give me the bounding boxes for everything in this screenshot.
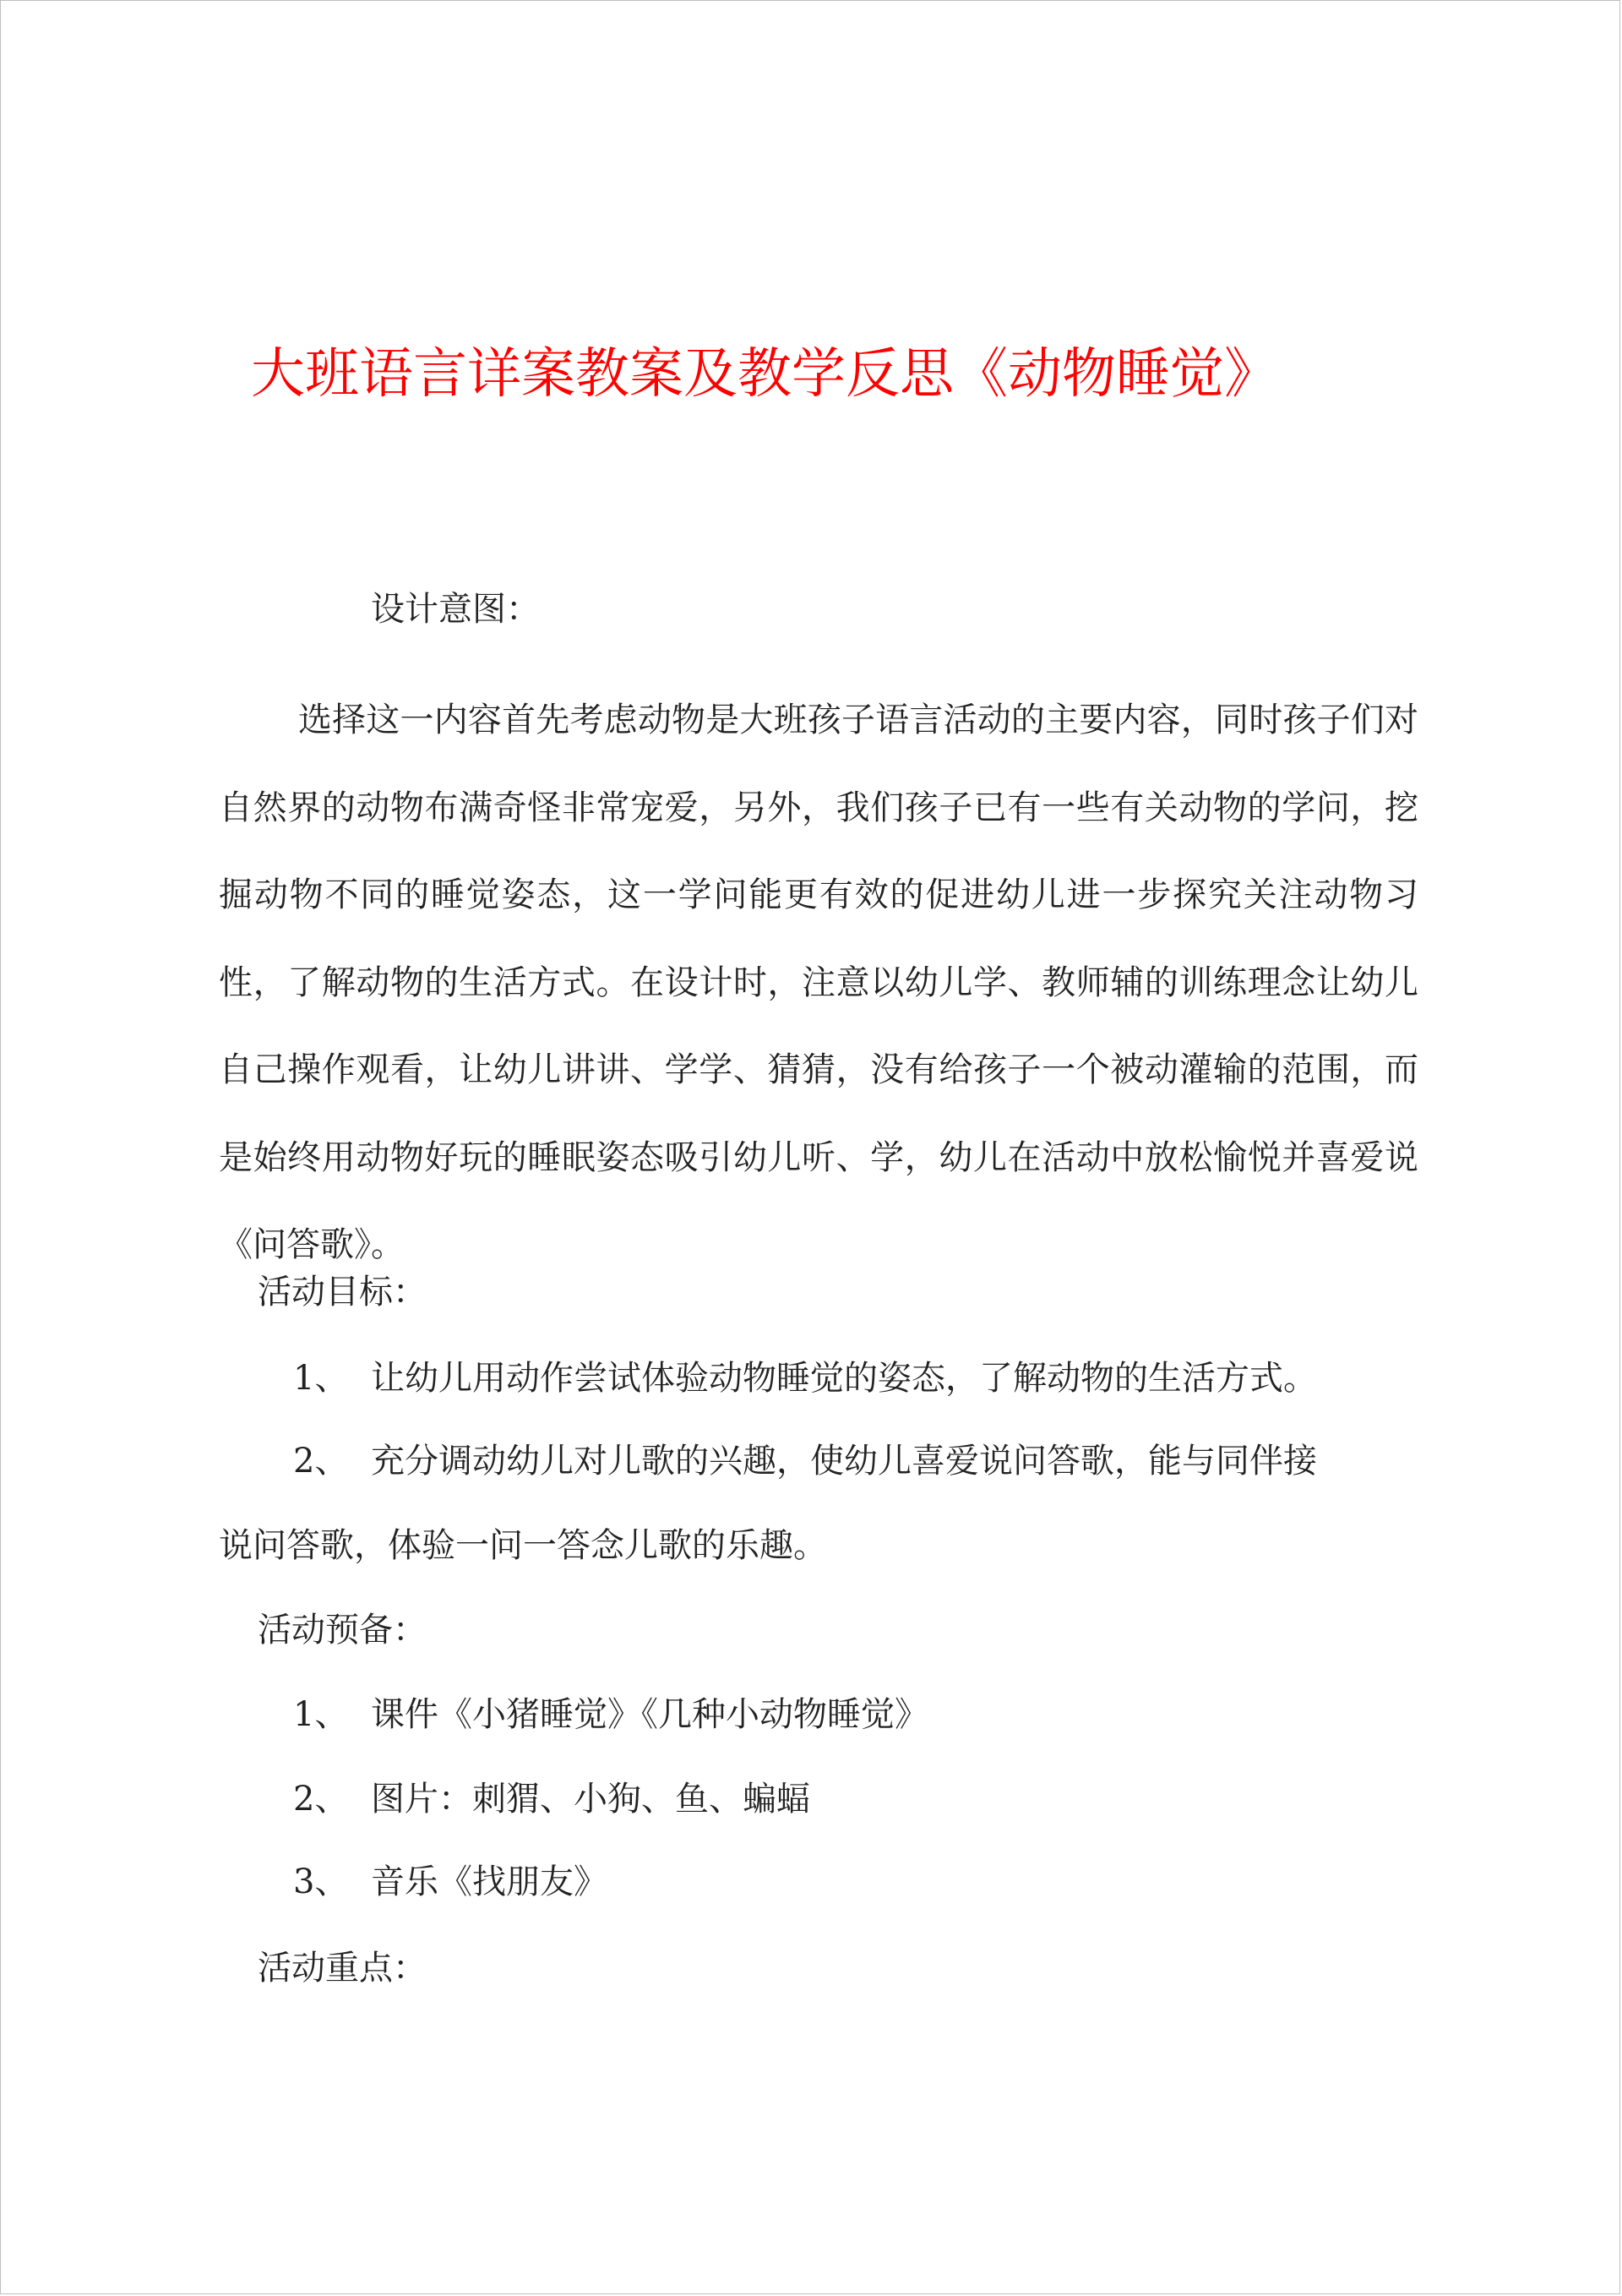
goals-heading: 活动目标：	[258, 1273, 427, 1312]
prep-2-text: 图片：刺猬、小狗、鱼、蝙蝠	[371, 1780, 810, 1819]
prep-1-number: 1、	[293, 1695, 349, 1734]
goal-1-number: 1、	[293, 1359, 349, 1398]
design-intent-heading: 设计意图：	[371, 590, 540, 629]
goal-1-text: 让幼儿用动作尝试体验动物睡觉的姿态，了解动物的生活方式。	[371, 1359, 1317, 1398]
prep-3-number: 3、	[293, 1862, 349, 1901]
prep-heading: 活动预备：	[258, 1611, 427, 1650]
focus-heading: 活动重点：	[258, 1949, 427, 1988]
prep-2-number: 2、	[293, 1780, 349, 1819]
design-intent-paragraph: 选择这一内容首先考虑动物是大班孩子语言活动的主要内容，同时孩子们对自然界的动物布满奇怪非常宠爱，另外，我们孩子已有一些有关动物的学问，挖掘动物不同的睡觉姿态，这一学问能更有效的促进幼儿进一步探究关注动物习性，了解动物的生活方式。在设计时，注意以幼儿学、教师辅的训练理念让幼儿自己操作观看，让幼儿讲讲、学学、猜猜，没有给孩子一个被动灌输的范围，而是始终用动物好玩的睡眠姿态吸引幼儿听、学，幼儿在活动中放松愉悦并喜爱说《问答歌》。	[219, 701, 1418, 1264]
goal-2-number: 2、	[293, 1442, 349, 1481]
document-title: 大班语言详案教案及教学反思《动物睡觉》	[251, 343, 1278, 406]
goal-2-text: 充分调动幼儿对儿歌的兴趣，使幼儿喜爱说问答歌，能与同伴接	[371, 1442, 1317, 1481]
prep-1-text: 课件《小猪睡觉》《几种小动物睡觉》	[371, 1695, 928, 1734]
prep-3-text: 音乐《找朋友》	[371, 1862, 607, 1901]
goal-2-continuation: 说问答歌，体验一问一答念儿歌的乐趣。	[219, 1526, 827, 1565]
